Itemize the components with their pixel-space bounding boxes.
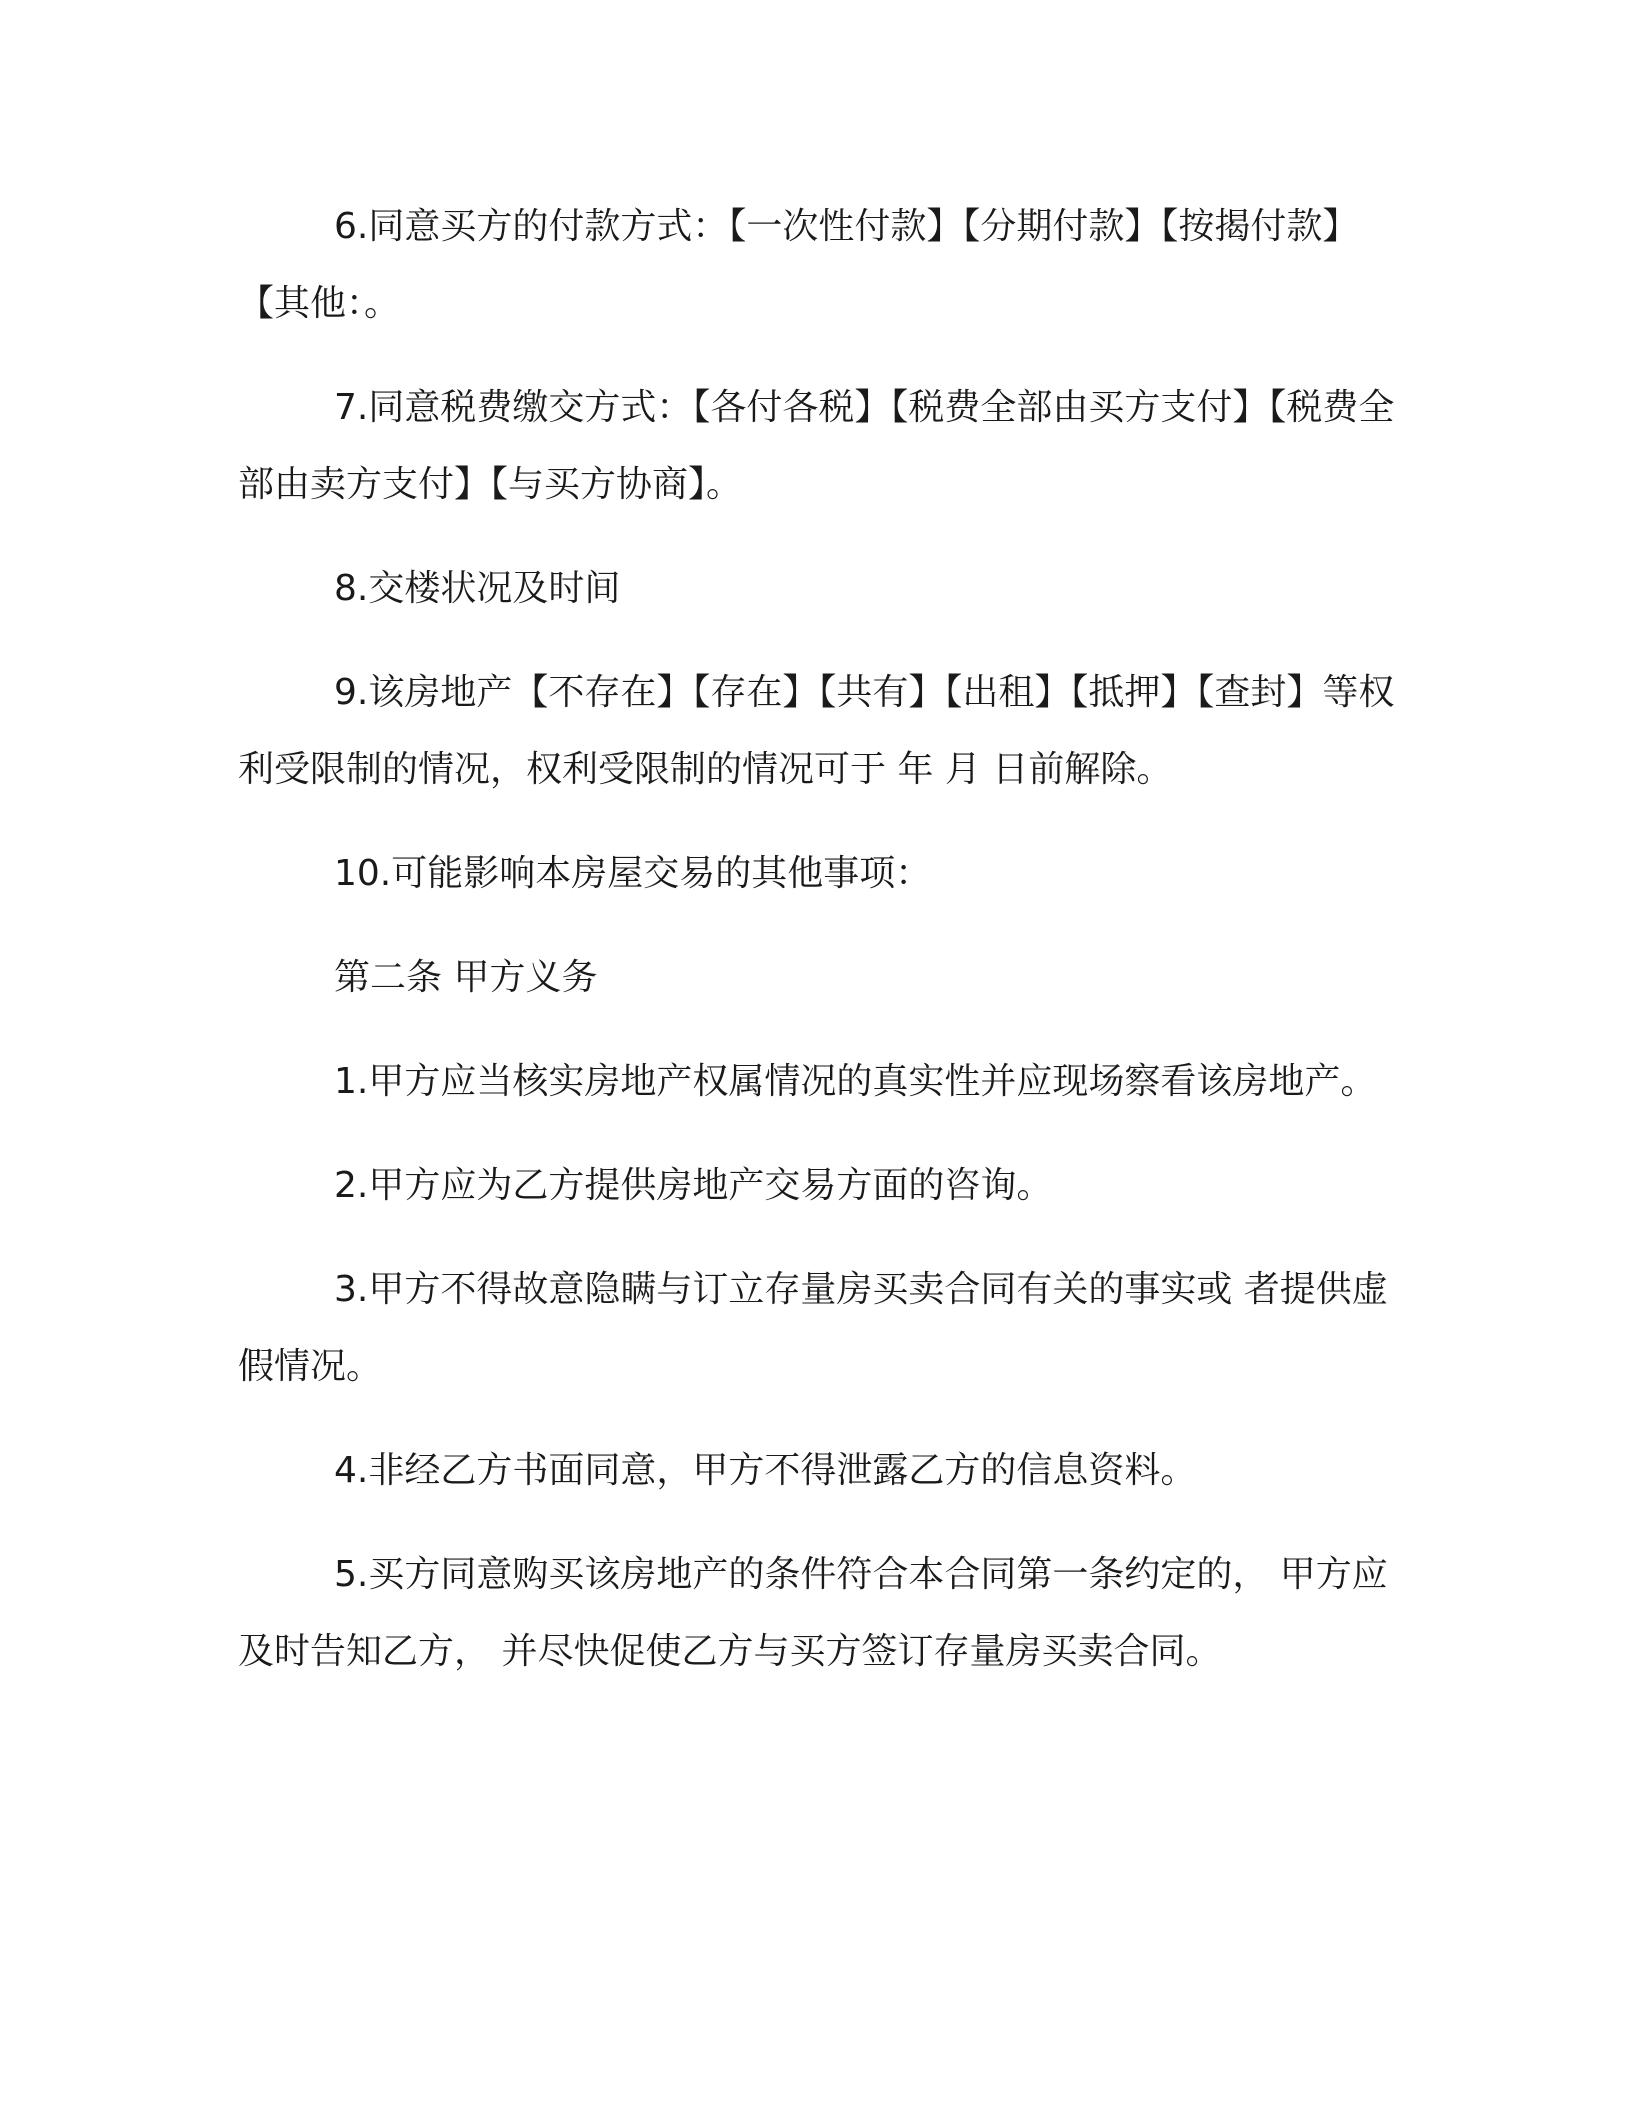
- obligation-1: 1.甲方应当核实房地产权属情况的真实性并应现场察看该房地产。: [334, 1061, 1377, 1102]
- obligation-2: 2.甲方应为乙方提供房地产交易方面的咨询。: [334, 1165, 1053, 1206]
- clause-tax-payment: 7.同意税费缴交方式：【各付各税】【税费全部由买方支付】【税费全部由卖方支付】【与买方协商】。: [238, 387, 1395, 505]
- clause-rights-restriction: 9.该房地产【不存在】【存在】【共有】【出租】【抵押】【查封】等权利受限制的情况，权利受限制的情况可于 年 月 日前解除。: [238, 672, 1395, 790]
- section-heading-party-a-obligations: 第二条 甲方义务: [334, 957, 598, 998]
- document-body: [238, 188, 1398, 1717]
- obligation-4: 4.非经乙方书面同意，甲方不得泄露乙方的信息资料。: [334, 1450, 1197, 1491]
- clause-other-matters: 10.可能影响本房屋交易的其他事项：: [334, 853, 932, 894]
- obligation-3: 3.甲方不得故意隐瞒与订立存量房买卖合同有关的事实或 者提供虚假情况。: [238, 1269, 1388, 1387]
- clause-payment-method: 6.同意买方的付款方式：【一次性付款】【分期付款】【按揭付款】【其他：。: [238, 206, 1359, 324]
- clause-handover: 8.交楼状况及时间: [334, 568, 621, 609]
- obligation-5: 5.买方同意购买该房地产的条件符合本合同第一条约定的， 甲方应及时告知乙方， 并尽快促使乙方与买方签订存量房买卖合同。: [238, 1554, 1388, 1672]
